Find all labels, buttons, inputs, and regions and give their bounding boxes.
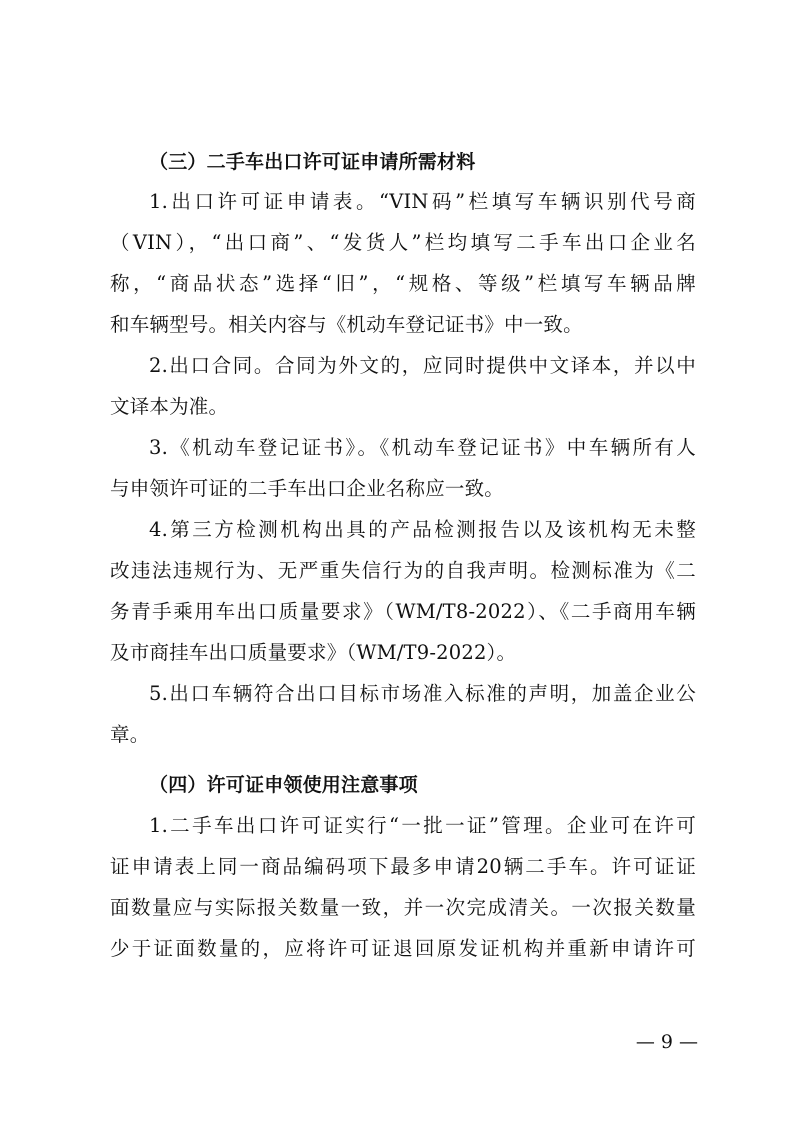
paragraph-line: 5.出口车辆符合出口目标市场准入标准的声明，加盖企业公 xyxy=(149,682,696,705)
paragraph-line: 少于证面数量的，应将许可证退回原发证机构并重新申请许可 xyxy=(110,937,696,960)
section-heading-3: （三）二手车出口许可证申请所需材料 xyxy=(149,151,476,173)
paragraph-line: 与申领许可证的二手车出口企业名称应一致。 xyxy=(110,477,505,500)
paragraph-line: 务青手乘用车出口质量要求》（WM/T8-2022）、《二手商用车辆 xyxy=(110,600,696,623)
paragraph-line: 1.二手车出口许可证实行“一批一证”管理。企业可在许可 xyxy=(149,814,696,837)
paragraph-line: 和车辆型号。相关内容与《机动车登记证书》中一致。 xyxy=(110,313,583,336)
paragraph-line: 章。 xyxy=(110,723,150,746)
paragraph-line: 证申请表上同一商品编码项下最多申请20辆二手车。许可证证 xyxy=(110,855,696,878)
paragraph-line: 3.《机动车登记证书》。《机动车登记证书》中车辆所有人 xyxy=(149,436,696,459)
paragraph-line: （VIN），“出口商”、“发货人”栏均填写二手车出口企业名 xyxy=(110,231,696,254)
paragraph-line: 4.第三方检测机构出具的产品检测报告以及该机构无未整 xyxy=(149,518,696,541)
paragraph-line: 称，“商品状态”选择“旧”，“规格、等级”栏填写车辆品牌 xyxy=(110,272,696,295)
paragraph-line: 面数量应与实际报关数量一致，并一次完成清关。一次报关数量 xyxy=(110,896,696,919)
paragraph-line: 文译本为准。 xyxy=(110,395,229,418)
paragraph-line: 2.出口合同。合同为外文的，应同时提供中文译本，并以中 xyxy=(149,354,696,377)
page-number: — 9 — xyxy=(635,1031,698,1053)
section-heading-4: （四）许可证申领使用注意事项 xyxy=(149,774,418,796)
paragraph-line: 及市商挂车出口质量要求》（WM/T9-2022）。 xyxy=(110,641,517,664)
paragraph-line: 改违法违规行为、无严重失信行为的自我声明。检测标准为《二 xyxy=(110,559,696,582)
paragraph-line: 1.出口许可证申请表。“VIN码”栏填写车辆识别代号商 xyxy=(149,190,696,213)
